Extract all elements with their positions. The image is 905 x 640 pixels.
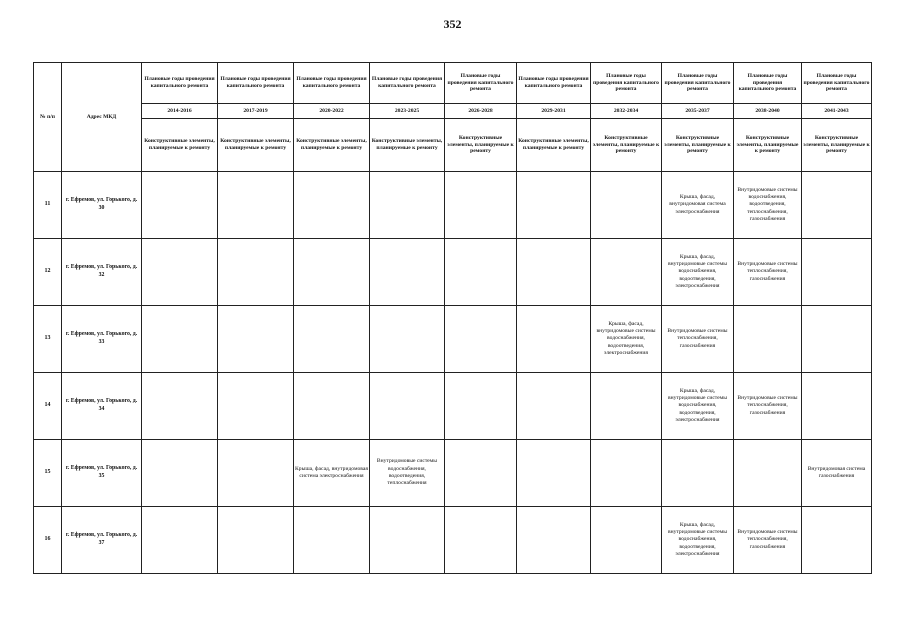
repair-elements-cell (802, 306, 872, 373)
period-header: 2014-2016 (142, 104, 218, 119)
elements-header: Конструктивные элементы, планируемые к ремонту (517, 119, 591, 172)
repair-elements-cell: Крыша, фасад, внутридомовые системы водоснабжения, водоотведения, электроснабжения (662, 507, 734, 574)
row-number: 16 (34, 507, 62, 574)
capital-repair-plan-table (33, 62, 872, 574)
repair-elements-cell (445, 172, 517, 239)
repair-elements-cell (802, 172, 872, 239)
table-row (34, 172, 872, 239)
repair-elements-cell (370, 172, 445, 239)
row-number: 14 (34, 373, 62, 440)
repair-elements-cell: Внутридомовые системы водоснабжения, водоотведения, теплоснабжения, газоснабжения (734, 172, 802, 239)
repair-elements-cell (218, 172, 294, 239)
table-row (34, 507, 872, 574)
elements-header: Конструктивные элементы, планируемые к ремонту (591, 119, 662, 172)
plan-years-header: Плановые годы проведения капитального ремонта (591, 63, 662, 104)
repair-elements-cell (142, 373, 218, 440)
period-header: 2032-2034 (591, 104, 662, 119)
repair-elements-cell (142, 239, 218, 306)
row-address: г. Ефремов, ул. Горького, д. 33 (62, 306, 142, 373)
repair-elements-cell (294, 306, 370, 373)
table-row (34, 373, 872, 440)
repair-elements-cell: Крыша, фасад, внутридомовые системы водоснабжения, водоотведения, электроснабжения (662, 239, 734, 306)
elements-header: Конструктивные элементы, планируемые к ремонту (294, 119, 370, 172)
header-row-elements (34, 119, 872, 172)
row-address: г. Ефремов, ул. Горького, д. 37 (62, 507, 142, 574)
plan-years-header: Плановые годы проведения капитального ремонта (802, 63, 872, 104)
repair-elements-cell (517, 373, 591, 440)
table-row (34, 306, 872, 373)
repair-elements-cell: Крыша, фасад, внутридомовая система электроснабжения (662, 172, 734, 239)
repair-elements-cell (142, 172, 218, 239)
plan-years-header: Плановые годы проведения капитального ремонта (142, 63, 218, 104)
repair-elements-cell (142, 306, 218, 373)
repair-elements-cell: Крыша, фасад, внутридомовые системы водоснабжения, водоотведения, электроснабжения (591, 306, 662, 373)
repair-elements-cell (294, 172, 370, 239)
repair-elements-cell: Внутридомовые системы теплоснабжения, газоснабжения (734, 373, 802, 440)
repair-elements-cell (734, 440, 802, 507)
elements-header: Конструктивные элементы, планируемые к ремонту (445, 119, 517, 172)
repair-elements-cell (517, 172, 591, 239)
repair-elements-cell (517, 507, 591, 574)
repair-elements-cell (142, 440, 218, 507)
repair-elements-cell (591, 239, 662, 306)
repair-elements-cell (294, 373, 370, 440)
repair-elements-cell (591, 172, 662, 239)
period-header: 2026-2028 (445, 104, 517, 119)
repair-elements-cell (218, 507, 294, 574)
table-body (34, 172, 872, 574)
period-header: 2020-2022 (294, 104, 370, 119)
repair-elements-cell: Внутридомовые системы водоснабжения, водоотведения, теплоснабжения (370, 440, 445, 507)
elements-header: Конструктивные элементы, планируемые к ремонту (662, 119, 734, 172)
repair-elements-cell (218, 373, 294, 440)
repair-elements-cell (591, 507, 662, 574)
plan-years-header: Плановые годы проведения капитального ремонта (370, 63, 445, 104)
repair-elements-cell (370, 239, 445, 306)
period-header: 2023-2025 (370, 104, 445, 119)
repair-elements-cell (517, 306, 591, 373)
table-row (34, 239, 872, 306)
repair-elements-cell (370, 507, 445, 574)
repair-elements-cell: Крыша, фасад, внутридомовые системы водоснабжения, водоотведения, электроснабжения (662, 373, 734, 440)
repair-elements-cell: Внутридомовая система газоснабжения (802, 440, 872, 507)
repair-elements-cell (294, 507, 370, 574)
repair-elements-cell (445, 373, 517, 440)
repair-elements-cell (445, 440, 517, 507)
repair-elements-cell (445, 239, 517, 306)
repair-elements-cell (370, 373, 445, 440)
row-address: г. Ефремов, ул. Горького, д. 32 (62, 239, 142, 306)
row-number: 12 (34, 239, 62, 306)
repair-elements-cell (142, 507, 218, 574)
plan-years-header: Плановые годы проведения капитального ремонта (662, 63, 734, 104)
plan-years-header: Плановые годы проведения капитального ремонта (294, 63, 370, 104)
repair-elements-cell (218, 306, 294, 373)
repair-elements-cell (218, 239, 294, 306)
repair-elements-cell (445, 306, 517, 373)
header-row-plan (34, 63, 872, 104)
repair-elements-cell (445, 507, 517, 574)
header-row-periods (34, 104, 872, 119)
repair-elements-cell (517, 440, 591, 507)
repair-elements-cell (802, 507, 872, 574)
repair-elements-cell (802, 239, 872, 306)
row-number: 13 (34, 306, 62, 373)
elements-header: Конструктивные элементы, планируемые к ремонту (802, 119, 872, 172)
column-header-number: № п/п (34, 63, 62, 172)
repair-elements-cell (802, 373, 872, 440)
row-address: г. Ефремов, ул. Горького, д. 35 (62, 440, 142, 507)
row-number: 15 (34, 440, 62, 507)
period-header: 2017-2019 (218, 104, 294, 119)
repair-elements-cell: Внутридомовые системы теплоснабжения, газоснабжения (734, 239, 802, 306)
page-number: 352 (443, 17, 462, 31)
repair-elements-cell (218, 440, 294, 507)
plan-years-header: Плановые годы проведения капитального ремонта (218, 63, 294, 104)
period-header: 2029-2031 (517, 104, 591, 119)
elements-header: Конструктивные элементы, планируемые к ремонту (734, 119, 802, 172)
elements-header: Конструктивные элементы, планируемые к ремонту (218, 119, 294, 172)
repair-elements-cell (662, 440, 734, 507)
elements-header: Конструктивные элементы, планируемые к ремонту (142, 119, 218, 172)
repair-elements-cell (591, 373, 662, 440)
repair-elements-cell (294, 239, 370, 306)
row-address: г. Ефремов, ул. Горького, д. 30 (62, 172, 142, 239)
plan-years-header: Плановые годы проведения капитального ремонта (445, 63, 517, 104)
repair-elements-cell (734, 306, 802, 373)
row-number: 11 (34, 172, 62, 239)
repair-elements-cell: Внутридомовые системы теплоснабжения, газоснабжения (662, 306, 734, 373)
column-header-address: Адрес МКД (62, 63, 142, 172)
period-header: 2041-2043 (802, 104, 872, 119)
repair-elements-cell (517, 239, 591, 306)
repair-elements-cell: Внутридомовые системы теплоснабжения, газоснабжения (734, 507, 802, 574)
plan-years-header: Плановые годы проведения капитального ремонта (734, 63, 802, 104)
period-header: 2035-2037 (662, 104, 734, 119)
repair-elements-cell: Крыша, фасад, внутридомовая система электроснабжения (294, 440, 370, 507)
elements-header: Конструктивные элементы, планируемые к ремонту (370, 119, 445, 172)
row-address: г. Ефремов, ул. Горького, д. 34 (62, 373, 142, 440)
repair-elements-cell (591, 440, 662, 507)
period-header: 2038-2040 (734, 104, 802, 119)
repair-elements-cell (370, 306, 445, 373)
plan-years-header: Плановые годы проведения капитального ремонта (517, 63, 591, 104)
table-row (34, 440, 872, 507)
